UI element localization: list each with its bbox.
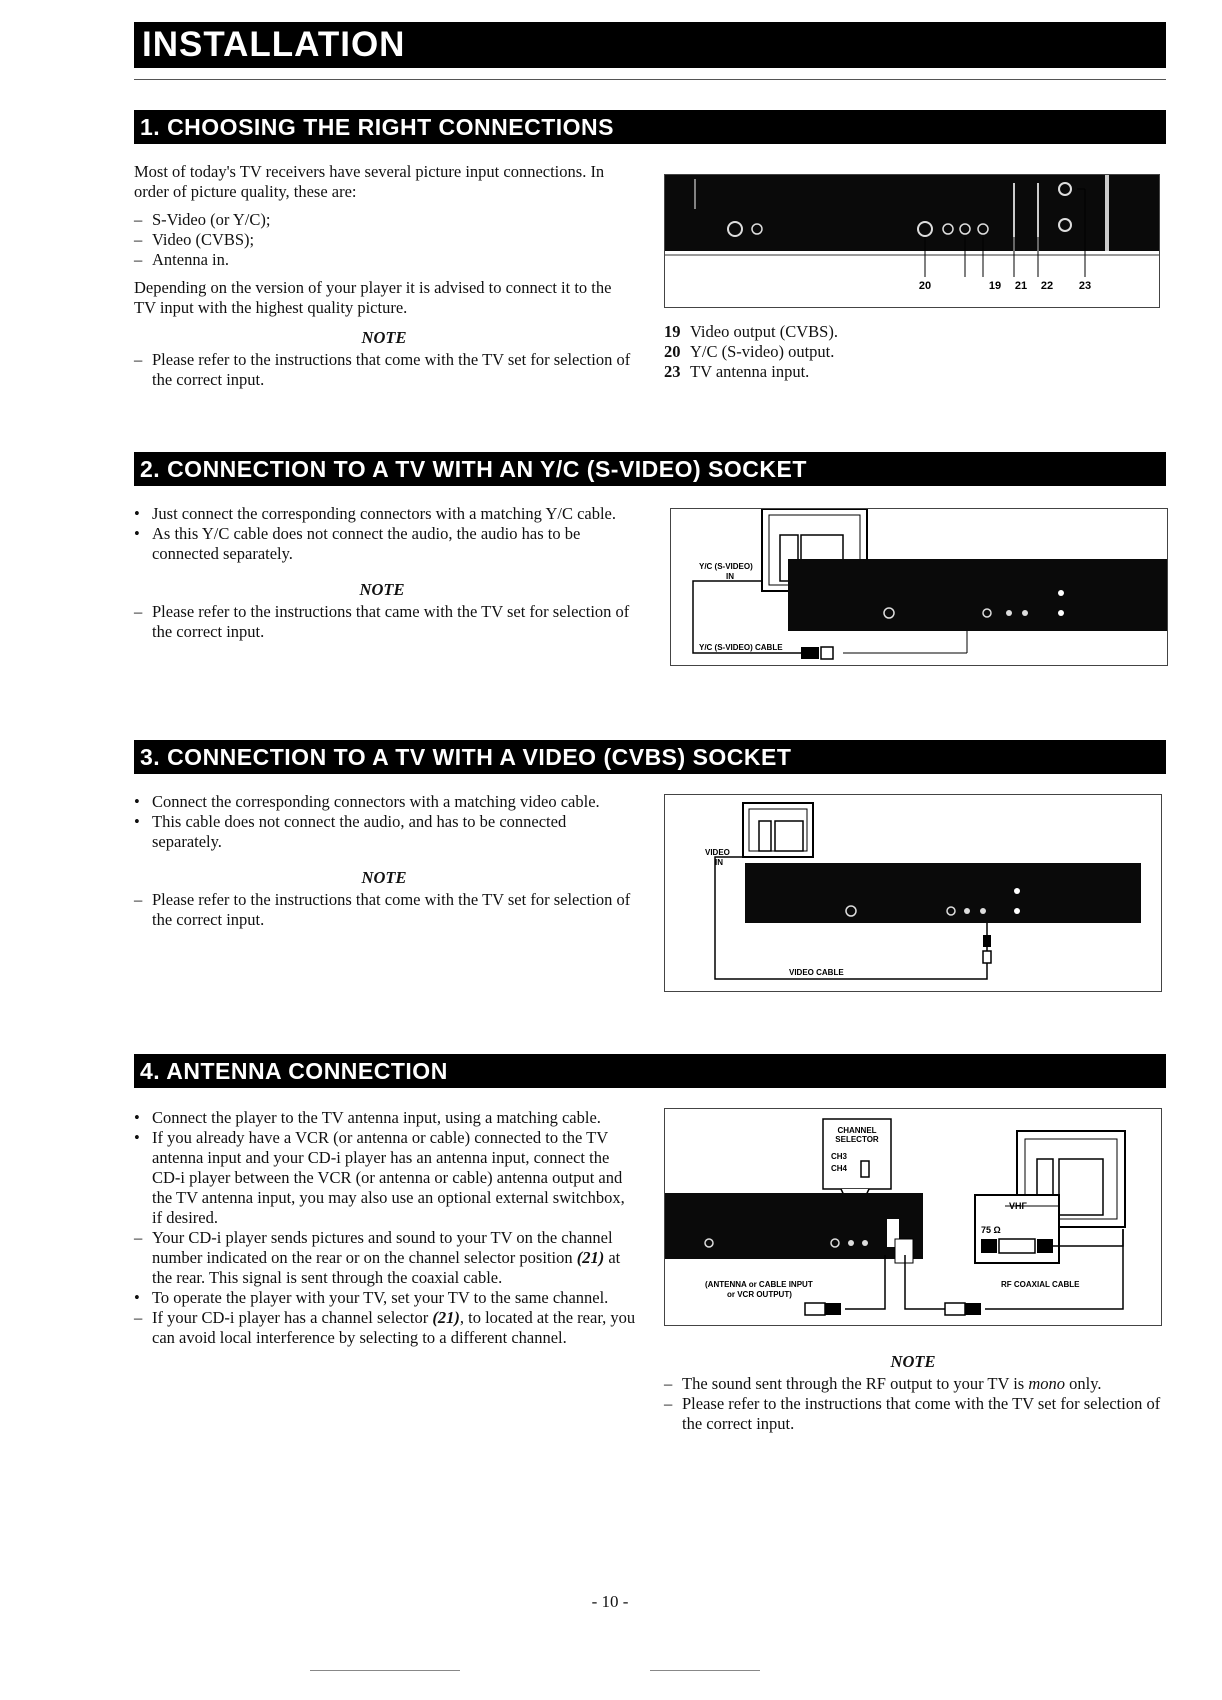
- section-2-text: [134, 504, 630, 650]
- figure-legend: [664, 322, 1158, 382]
- page-title: INSTALLATION: [134, 22, 1166, 68]
- yc-in-label-2: IN: [726, 572, 734, 581]
- list-item: – S-Video (or Y/C);: [134, 210, 271, 229]
- ohm-label: 75 Ω: [981, 1225, 1001, 1235]
- figure-label-23: 23: [1078, 280, 1092, 292]
- list-item: – If your CD-i player has a channel selector (21), to located at the rear, you can avoid local interference by selecting to a different channel.: [134, 1308, 636, 1347]
- section-1-after: Depending on the version of your player it is advised to connect it to the TV input with the highest quality picture.: [134, 278, 612, 317]
- legend-item: 19 Video output (CVBS).: [664, 322, 838, 341]
- legend-item: 20 Y/C (S-video) output.: [664, 342, 835, 361]
- scan-artifact: [310, 1670, 460, 1671]
- video-connection-figure: [664, 794, 1162, 992]
- reference-21: (21): [432, 1308, 460, 1327]
- list-item: • As this Y/C cable does not connect the audio, the audio has to be connected separately.: [134, 524, 581, 563]
- yc-in-label: Y/C (S-VIDEO): [699, 562, 753, 571]
- video-in-label-2: IN: [715, 858, 723, 867]
- video-in-label: VIDEO: [705, 848, 730, 857]
- list-item: • Just connect the corresponding connectors with a matching Y/C cable.: [134, 504, 617, 523]
- vcr-output-label: or VCR OUTPUT): [727, 1290, 792, 1299]
- ch3-label: CH3: [831, 1152, 848, 1161]
- antenna-connection-figure: [664, 1108, 1162, 1326]
- reference-21: (21): [576, 1248, 605, 1267]
- note-item: – Please refer to the instructions that come with the TV set for selection of the correct input.: [134, 890, 631, 929]
- list-item: – Antenna in.: [134, 250, 229, 269]
- list-item: • Connect the corresponding connectors with a matching video cable.: [134, 792, 600, 811]
- list-item: – Your CD-i player sends pictures and sound to your TV on the channel number indicated on the rear or on the channel selector position (21) at the rear. This signal is sent through the coaxial cable.: [134, 1228, 621, 1287]
- section-1-intro: Most of today's TV receivers have several picture input connections. In order of picture quality, these are:: [134, 162, 605, 201]
- list-item: • Connect the player to the TV antenna input, using a matching cable.: [134, 1108, 601, 1127]
- antenna-input-label: (ANTENNA or CABLE INPUT: [705, 1280, 813, 1289]
- note-item: – Please refer to the instructions that come with the TV set for selection of the correct input.: [134, 350, 631, 389]
- figure-label-21: 21: [1014, 280, 1028, 292]
- section-1-text: [134, 162, 634, 398]
- list-item: • This cable does not connect the audio, and has to be connected separately.: [134, 812, 567, 851]
- vhf-label: VHF: [1009, 1201, 1027, 1211]
- rf-cable-label: RF COAXIAL CABLE: [1001, 1280, 1080, 1289]
- note-heading: NOTE: [890, 1352, 936, 1371]
- rear-panel-figure: [664, 174, 1160, 308]
- note-heading: NOTE: [359, 580, 405, 599]
- figure-label-19: 19: [988, 280, 1002, 292]
- ch4-label: CH4: [831, 1164, 848, 1173]
- list-item: – Video (CVBS);: [134, 230, 255, 249]
- note-item: – Please refer to the instructions that come with the TV set for selection of the correct input.: [664, 1394, 1161, 1433]
- section-2-heading: 2. CONNECTION TO A TV WITH AN Y/C (S-VIDEO) SOCKET: [134, 452, 1166, 486]
- page-number: - 10 -: [591, 1592, 629, 1611]
- section-4-text: [134, 1108, 638, 1356]
- figure-label-22: 22: [1040, 280, 1054, 292]
- title-divider: [134, 79, 1166, 80]
- section-3-heading: 3. CONNECTION TO A TV WITH A VIDEO (CVBS) SOCKET: [134, 740, 1166, 774]
- channel-label: CHANNEL: [837, 1126, 877, 1135]
- figure-label-20: 20: [918, 280, 932, 292]
- selector-label: SELECTOR: [835, 1135, 879, 1144]
- note-item: – Please refer to the instructions that came with the TV set for selection of the correct input.: [134, 602, 630, 641]
- list-item: • If you already have a VCR (or antenna or cable) connected to the TV antenna input and your CD-i player has an antenna input, connect the CD-i player between the VCR (or antenna or cable) antenna output and the TV antenna input, you may also use an optional external switchbox, if desired.: [134, 1128, 625, 1227]
- yc-cable-label: Y/C (S-VIDEO) CABLE: [699, 643, 783, 652]
- list-item: • To operate the player with your TV, set your TV to the same channel.: [134, 1288, 609, 1307]
- section-4-heading: 4. ANTENNA CONNECTION: [134, 1054, 1166, 1088]
- mono-text: mono: [1028, 1374, 1066, 1393]
- section-3-text: [134, 792, 634, 938]
- section-1-heading: 1. CHOOSING THE RIGHT CONNECTIONS: [134, 110, 1166, 144]
- section-1-list: [134, 210, 634, 270]
- yc-connection-figure: [670, 508, 1168, 666]
- note-item: – The sound sent through the RF output to your TV is mono only.: [664, 1374, 1102, 1393]
- note-heading: NOTE: [361, 328, 407, 347]
- section-4-note: [664, 1352, 1162, 1442]
- video-cable-label: VIDEO CABLE: [789, 968, 844, 977]
- legend-item: 23 TV antenna input.: [664, 362, 810, 381]
- note-heading: NOTE: [361, 868, 407, 887]
- scan-artifact: [650, 1670, 760, 1671]
